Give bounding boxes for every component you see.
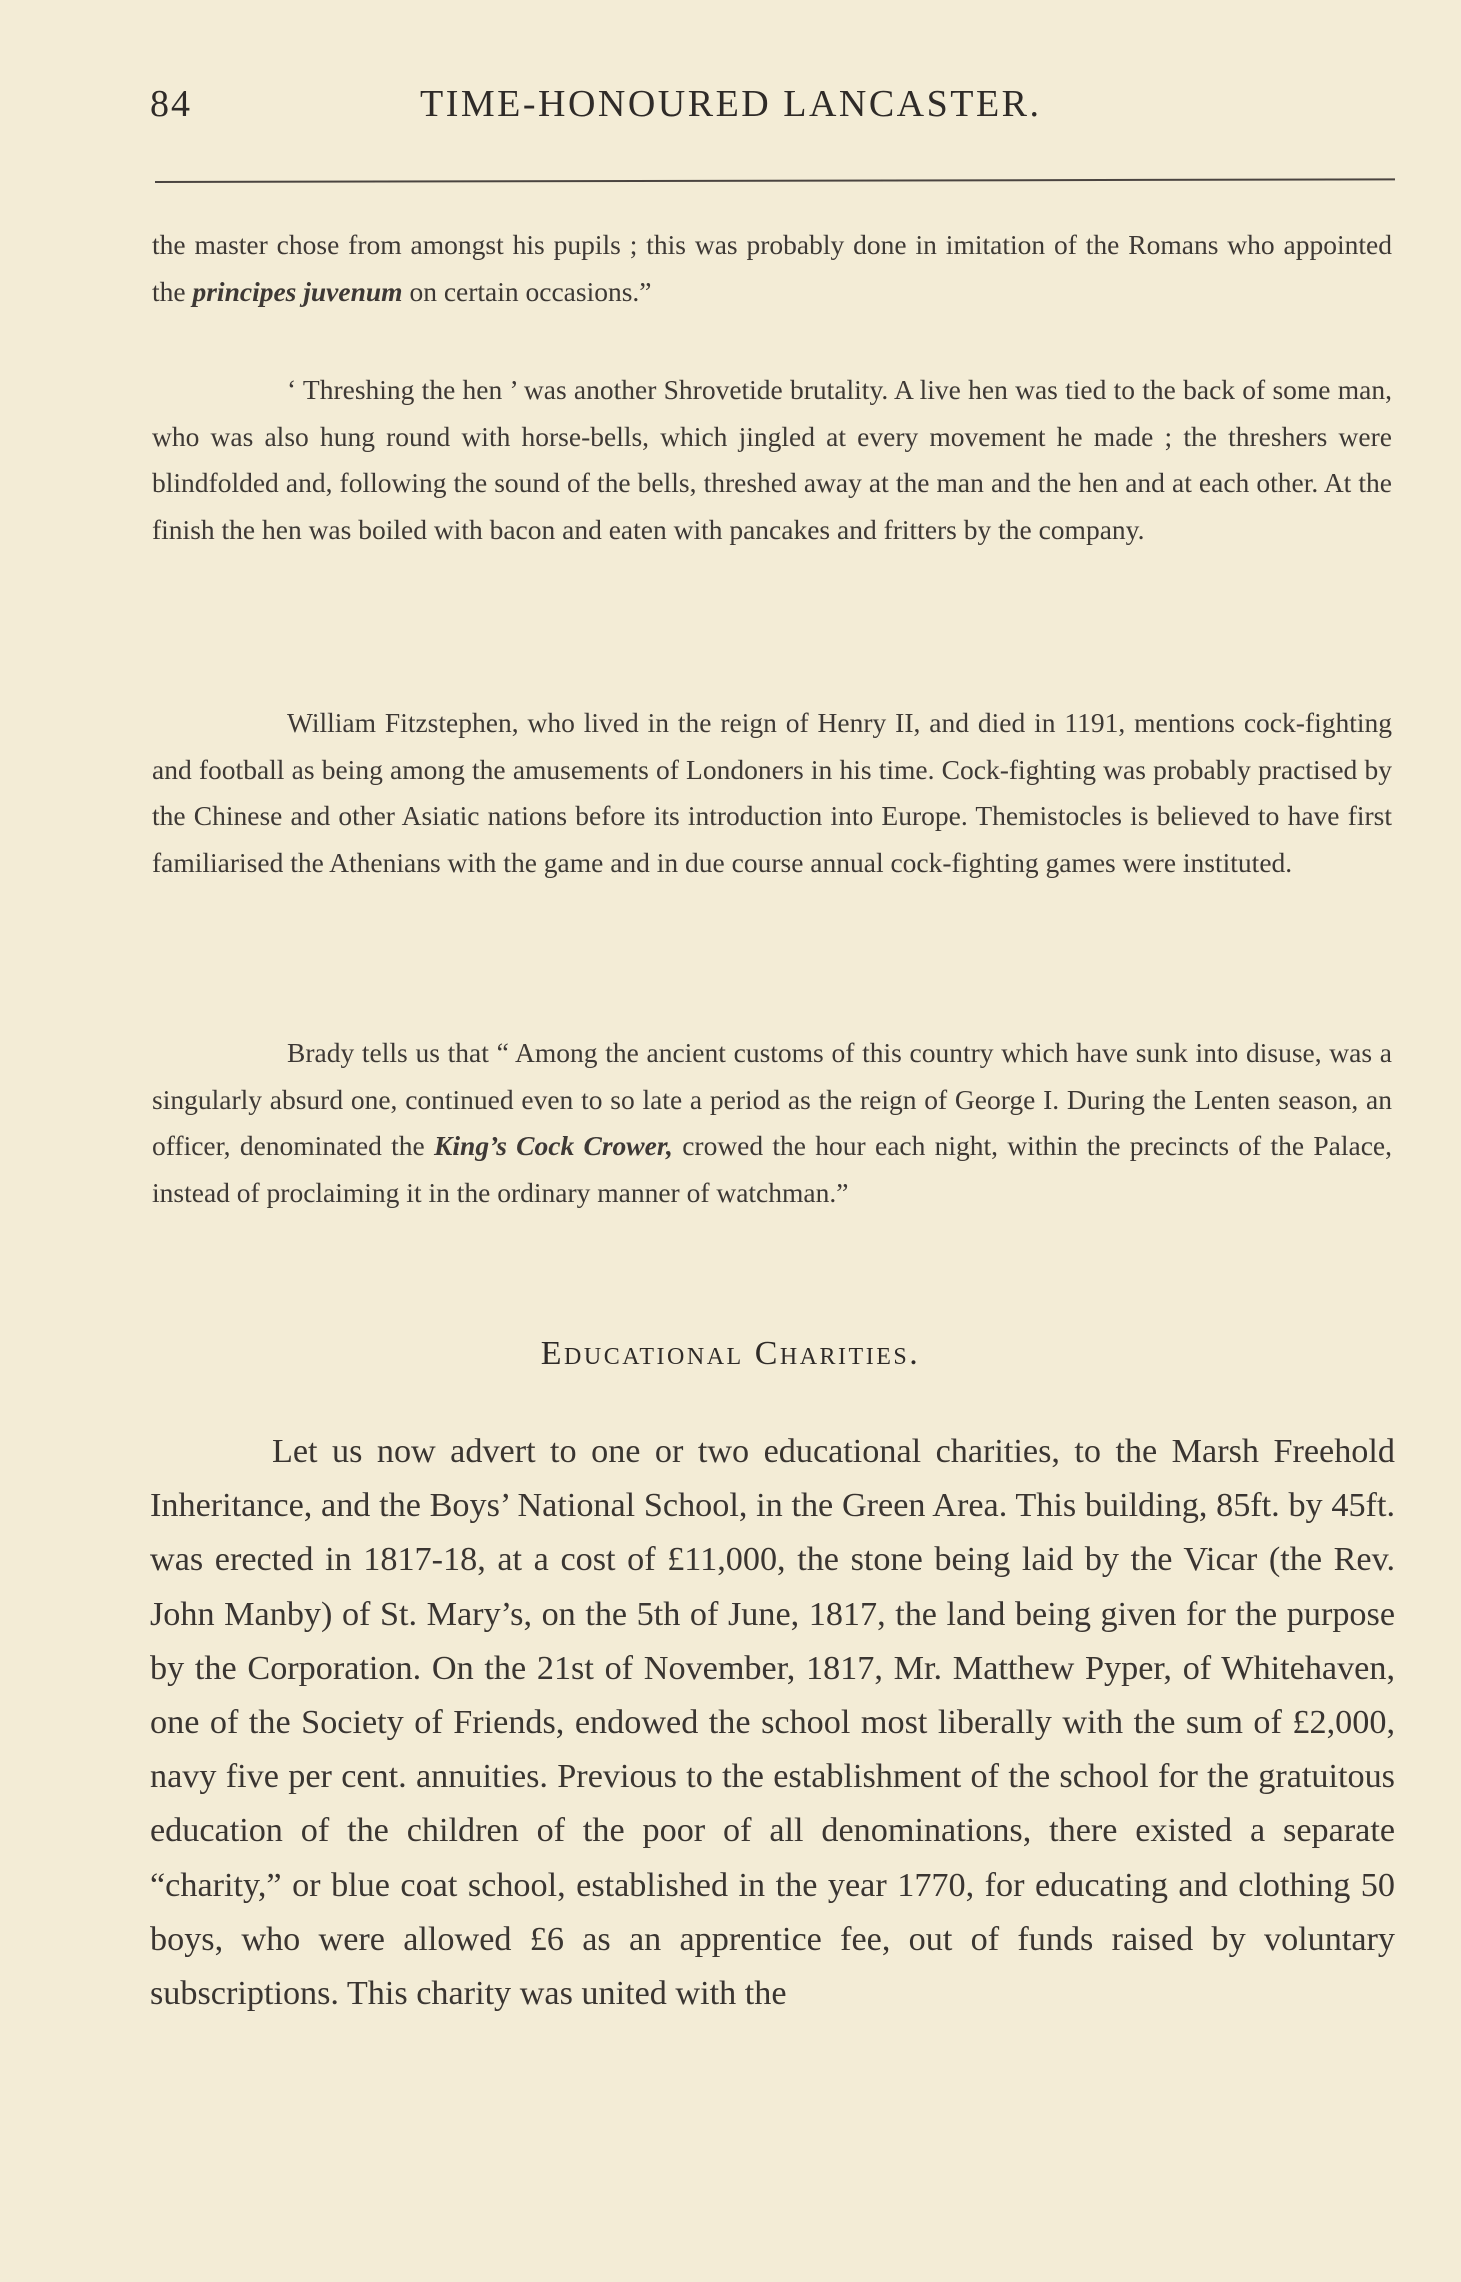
title-kings-cock-crower: King’s Cock Crower,	[434, 1130, 673, 1161]
page-number: 84	[150, 83, 192, 125]
section-body	[150, 1425, 1395, 2021]
paragraph-3: William Fitzstephen, who lived in the reign of Henry II, and died in 1191, mentions cock-fighting and football as being among the amusements of Londoners in his time. Cock-fighting was probably practised by the Chinese and other Asiatic nations before its introduction into Europe. Themistocles is believed to have first familiarised the Athenians with the game and in due course annual cock-fighting games were instituted.	[152, 707, 1392, 878]
section-heading: Educational Charities.	[540, 1335, 921, 1372]
header-rule	[155, 178, 1395, 183]
paragraph-1: the master chose from amongst his pupils ; this was probably done in imitation of the Romans who appointed the principes juvenum on certain occasions.”	[152, 229, 1392, 307]
page-header	[150, 72, 1110, 132]
paragraph-cockfighting	[152, 700, 1392, 886]
paragraph-2: ‘ Threshing the hen ’ was another Shrovetide brutality. A live hen was tied to the back of some man, who was also hung round with horse-bells, which jingled at every movement he made ; the threshers were blindfolded and, following the sound of the bells, threshed away at the man and the hen and at each other. At the finish the hen was boiled with bacon and eaten with pancakes and fritters by the company.	[152, 374, 1392, 545]
paragraph-4: Brady tells us that “ Among the ancient customs of this country which have sunk into disuse, was a singularly absurd one, continued even to so late a period as the reign of George I. During the Lenten season, an officer, denominated the King’s Cock Crower, crowed the hour each night, within the precincts of the Palace, instead of proclaiming it in the ordinary manner of watchman.”	[152, 1037, 1393, 1208]
paragraph-quote-end	[152, 222, 1392, 315]
section-paragraph: Let us now advert to one or two educational charities, to the Marsh Freehold Inheritance, and the Boys’ National School, in the Green Area. This building, 85ft. by 45ft. was erected in 1817-18, at a cost of £11,000, the stone being laid by the Vicar (the Rev. John Manby) of St. Mary’s, on the 5th of June, 1817, the land being given for the purpose by the Corporation. On the 21st of November, 1817, Mr. Matthew Pyper, of Whitehaven, one of the Society of Friends, endowed the school most liberally with the sum of £2,000, navy five per cent. annuities. Previous to the establishment of the school for the gratuitous education of the children of the poor of all denominations, there existed a separate “charity,” or blue coat school, established in the year 1770, for educating and clothing 50 boys, who were allowed £6 as an apprentice fee, out of funds raised by voluntary subscriptions. This charity was united with the	[150, 1433, 1395, 2013]
paragraph-threshing	[152, 367, 1392, 553]
running-title: TIME-HONOURED LANCASTER.	[420, 83, 1042, 125]
latin-phrase: principes juvenum	[192, 275, 403, 307]
paragraph-brady	[152, 1030, 1392, 1216]
